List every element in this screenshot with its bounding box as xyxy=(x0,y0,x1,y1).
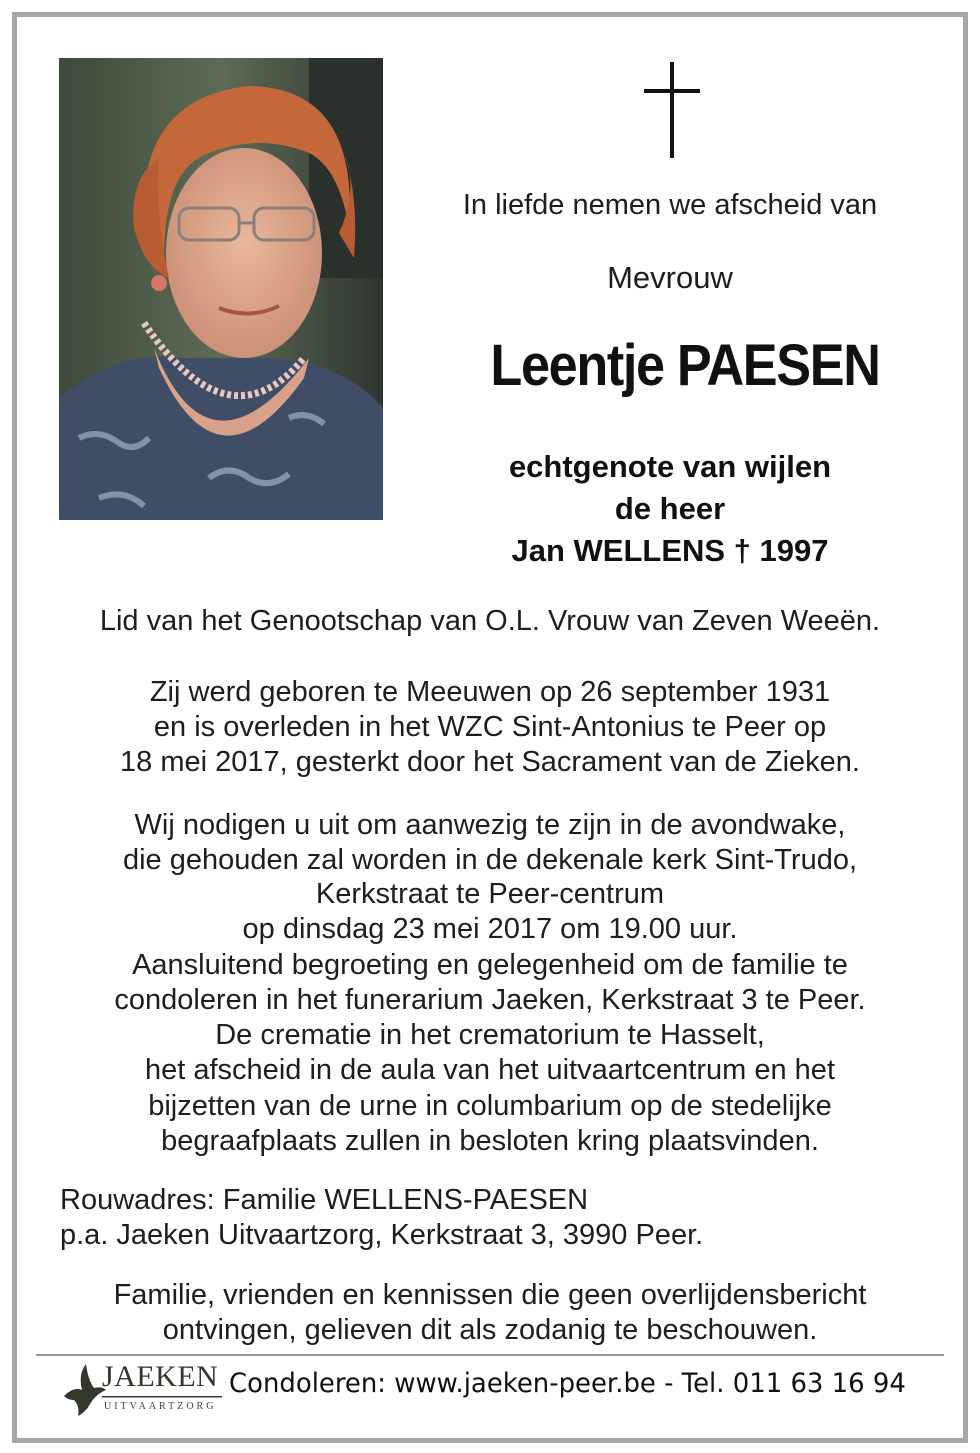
footer-divider xyxy=(36,1354,944,1356)
paragraph-line: begraafplaats zullen in besloten kring plaatsvinden. xyxy=(161,1125,819,1157)
honorific: Mevrouw xyxy=(607,260,733,295)
paragraph-line: en is overleden in het WZC Sint-Antonius te Peer op xyxy=(153,711,827,743)
paragraph-line: De crematie in het crematorium te Hasselt, xyxy=(215,1019,765,1051)
paragraph-line: die gehouden zal worden in de dekenale kerk Sint-Trudo, xyxy=(122,844,858,876)
paragraph-line: ontvingen, gelieven dit als zodanig te beschouwen. xyxy=(162,1314,818,1346)
intro-text: In liefde nemen we afscheid van xyxy=(462,189,878,221)
spouse-line: de heer xyxy=(614,491,726,526)
logo-name: JAEKEN xyxy=(102,1360,219,1393)
portrait-photo xyxy=(59,58,383,520)
address-line: Rouwadres: Familie WELLENS-PAESEN xyxy=(60,1184,589,1216)
paragraph-line: op dinsdag 23 mei 2017 om 19.00 uur. xyxy=(242,913,738,945)
cross-icon xyxy=(642,62,702,158)
deceased-name: Leentje PAESEN xyxy=(490,333,880,398)
condolence-contact[interactable]: Condoleren: www.jaeken-peer.be - Tel. 011 63 16 94 xyxy=(229,1368,906,1399)
paragraph-line: condoleren in het funerarium Jaeken, Kerkstraat 3 te Peer. xyxy=(114,984,866,1016)
spouse-block xyxy=(400,446,940,572)
paragraph-line: het afscheid in de aula van het uitvaartcentrum en het xyxy=(145,1054,835,1086)
spouse-line: echtgenote van wijlen xyxy=(508,449,832,484)
spouse-line: Jan WELLENS † 1997 xyxy=(511,533,829,568)
paragraph-line: bijzetten van de urne in columbarium op de stedelijke xyxy=(148,1090,832,1122)
logo-subtitle: UITVAARTZORG xyxy=(104,1401,217,1412)
paragraph-line: 18 mei 2017, gesterkt door het Sacrament van de Zieken. xyxy=(120,746,860,778)
paragraph-line: Aansluitend begroeting en gelegenheid om de familie te xyxy=(132,949,848,981)
address-line: p.a. Jaeken Uitvaartzorg, Kerkstraat 3, 3990 Peer. xyxy=(60,1219,704,1251)
paragraph-line: Kerkstraat te Peer-centrum xyxy=(315,878,665,910)
paragraph-line: Zij werd geboren te Meeuwen op 26 september 1931 xyxy=(149,676,831,708)
paragraph-line: Wij nodigen u uit om aanwezig te zijn in de avondwake, xyxy=(134,809,846,841)
paragraph-line: Familie, vrienden en kennissen die geen overlijdensbericht xyxy=(113,1279,867,1311)
membership-text: Lid van het Genootschap van O.L. Vrouw van Zeven Weeën. xyxy=(99,605,881,637)
